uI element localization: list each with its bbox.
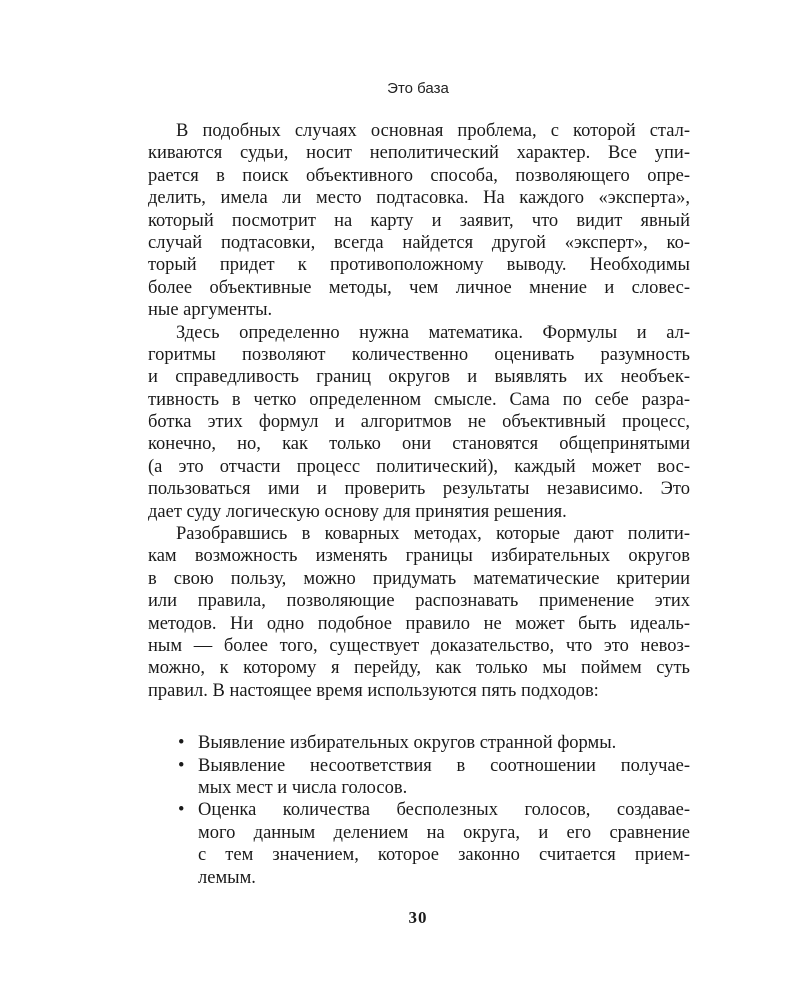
- list-item: [178, 755, 690, 800]
- text-line: пользоваться ими и проверить результаты независимо. Это: [148, 479, 690, 500]
- bullet-icon: •: [178, 733, 185, 754]
- paragraph: [148, 322, 690, 524]
- text-line: мых мест и числа голосов.: [198, 777, 408, 798]
- text-line: и справедливость границ округов и выявлять их необъек-: [148, 367, 690, 388]
- text-line: делить, имела ли место подтасовка. На каждого «эксперта»,: [148, 188, 690, 209]
- paragraph: [148, 120, 690, 322]
- text-line: (а это отчасти процесс политический), каждый может вос-: [148, 456, 690, 477]
- text-line: дает суду логическую основу для принятия решения.: [148, 501, 567, 522]
- text-line: киваются судьи, носит неполитический характер. Все упи-: [148, 143, 690, 164]
- text-line: Разобравшись в коварных методах, которые дают полити-: [176, 524, 690, 545]
- text-line: Оценка количества бесполезных голосов, создавае-: [198, 800, 690, 821]
- page-number: 30: [408, 908, 428, 927]
- text-line: торый придет к противоположному выводу. Необходимы: [148, 255, 690, 276]
- text-line: Выявление несоответствия в соотношении получае-: [198, 755, 690, 776]
- text-line: более объективные методы, чем личное мнение и словес-: [148, 277, 690, 298]
- text-line: Выявление избирательных округов странной формы.: [198, 733, 617, 754]
- text-line: мого данным делением на округа, и его сравнение: [198, 822, 690, 843]
- text-line: в свою пользу, можно придумать математические критерии: [148, 568, 690, 589]
- text-line: В подобных случаях основная проблема, с которой стал-: [176, 121, 690, 141]
- text-line: который посмотрит на карту и заявит, что видит явный: [148, 210, 690, 231]
- text-line: случай подтасовки, всегда найдется другой «эксперт», ко-: [148, 232, 690, 253]
- list-item: [178, 732, 690, 754]
- bullet-icon: •: [178, 755, 185, 776]
- running-header: Это база: [387, 80, 449, 97]
- text-line: с тем значением, которое законно считается прием-: [198, 845, 690, 866]
- page-body: [148, 120, 690, 889]
- bullet-icon: •: [178, 800, 185, 821]
- paragraphs: [148, 120, 690, 702]
- paragraph: [148, 523, 690, 702]
- text-line: кам возможность изменять границы избирательных округов: [148, 546, 690, 567]
- text-line: горитмы позволяют количественно оценивать разумность: [148, 344, 690, 365]
- text-line: конечно, но, как только они становятся общепринятыми: [148, 434, 690, 455]
- text-line: ботка этих формул и алгоритмов не объективный процесс,: [148, 412, 690, 433]
- text-line: ным — более того, существует доказательство, что это невоз-: [148, 635, 690, 656]
- text-line: или правила, позволяющие распознавать применение этих: [148, 591, 690, 612]
- bullet-list: [148, 732, 690, 889]
- text-line: правил. В настоящее время используются пять подходов:: [148, 680, 599, 701]
- text-line: тивность в четко определенном смысле. Сама по себе разра-: [148, 389, 690, 410]
- text-line: методов. Ни одно подобное правило не может быть идеаль-: [148, 613, 690, 634]
- text-line: можно, к которому я перейду, как только мы поймем суть: [148, 658, 690, 679]
- text-line: лемым.: [198, 867, 256, 888]
- text-line: ные аргументы.: [148, 300, 273, 321]
- text-line: Здесь определенно нужна математика. Формулы и ал-: [176, 322, 690, 343]
- text-line: рается в поиск объективного способа, позволяющего опре-: [148, 165, 690, 186]
- list-item: [178, 799, 690, 889]
